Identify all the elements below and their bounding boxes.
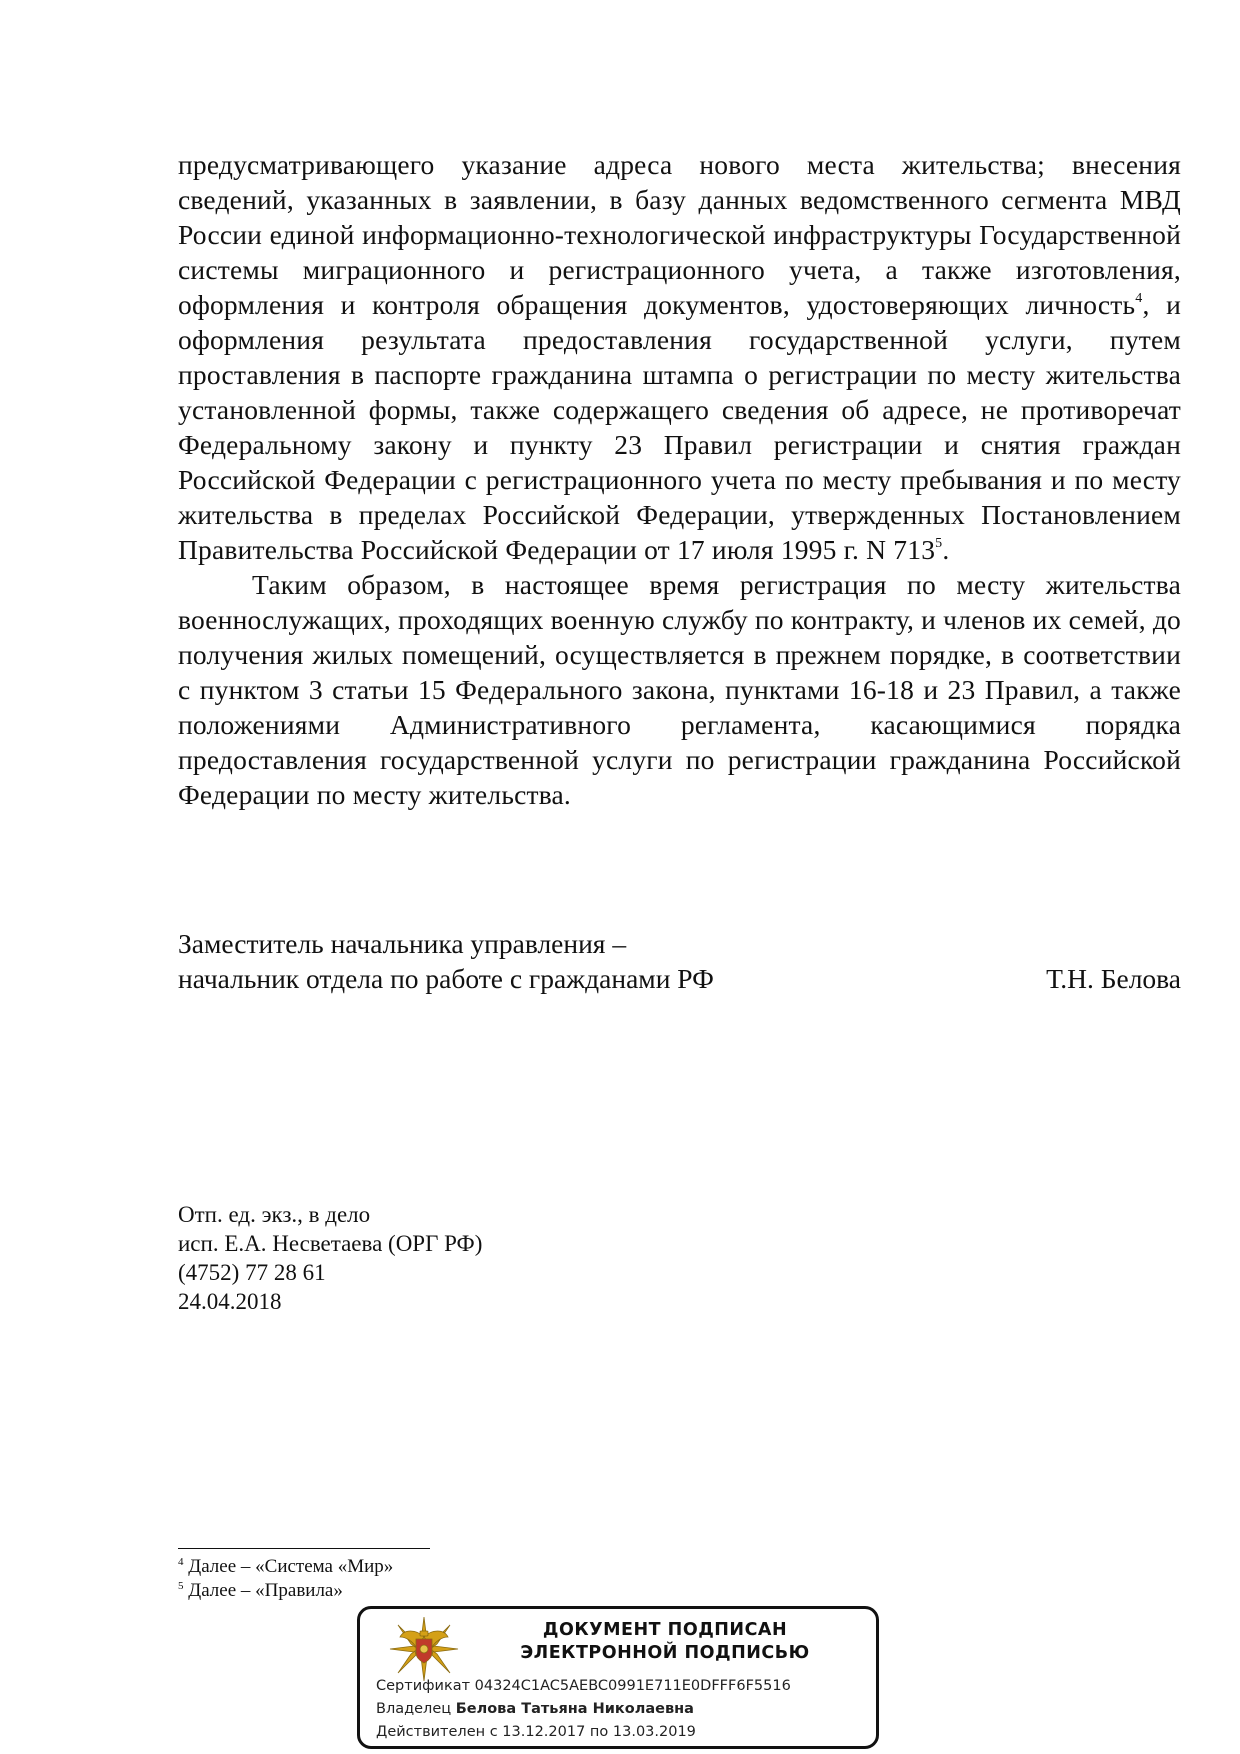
stamp-validity: Действителен с 13.12.2017 по 13.03.2019 <box>376 1724 696 1740</box>
footnote-5: $^5$ Далее – «Правила» <box>178 1580 343 1601</box>
footnotes <box>178 1555 393 1603</box>
footnote-ref-5: 5 <box>935 536 943 551</box>
footnote-divider <box>178 1548 430 1549</box>
paragraph-2: Таким образом, в настоящее время регистрация по месту жительства военнослужащих, проходящих военную службу по контракту, и членов их семей, до получения жилых помещений, осуществляется в прежнем порядке, в соответствии с пунктом 3 статьи 15 Федерального закона, пунктами 16-18 и 23 Правил, а также положениями Административного регламента, касающимися порядка предоставления государственной услуги по регистрации гражданина Российской Федерации по месту жительства. <box>178 569 1181 810</box>
signature-block <box>178 926 1181 996</box>
executor-phone: (4752) 77 28 61 <box>178 1260 326 1285</box>
document-date: 24.04.2018 <box>178 1289 282 1314</box>
stamp-certificate: Сертификат 04324C1AC5AEBC0991E711E0DFFF6F5516 <box>376 1678 791 1694</box>
footnote-ref-4: 4 <box>1135 291 1143 306</box>
executor-name: исп. Е.А. Несветаева (ОРГ РФ) <box>178 1231 483 1256</box>
signer-position-line1: Заместитель начальника управления – <box>178 928 627 959</box>
mvd-emblem-icon <box>388 1615 460 1683</box>
footnote-4: $^4$ Далее – «Система «Мир» <box>178 1556 394 1577</box>
electronic-signature-stamp <box>357 1606 879 1749</box>
paragraph-1: предусматривающего указание адреса нового места жительства; внесения сведений, указанных в заявлении, в базу данных ведомственного сегмента МВД России единой информационно-технологической инфраструктуры Государственной системы миграционного и регистрационного учета, а также изготовления, оформления и контроля обращения документов, удостоверяющих личность$^4$, и оформления результата предоставления государственной услуги, путем проставления в паспорте гражданина штампа о регистрации по месту жительства установленной формы, также содержащего сведения об адресе, не противоречат Федеральному закону и пункту 23 Правил регистрации и снятия граждан Российской Федерации с регистрационного учета по месту пребывания и по месту жительства в пределах Российской Федерации, утвержденных Постановлением Правительства Российской Федерации от 17 июля 1995 г. N $713^5$. <box>178 149 1181 565</box>
stamp-owner: Владелец Белова Татьяна Николаевна <box>376 1701 694 1717</box>
letter-body <box>178 147 1181 812</box>
stamp-title: ДОКУМЕНТ ПОДПИСАН ЭЛЕКТРОННОЙ ПОДПИСЬЮ <box>520 1620 810 1663</box>
executor-info <box>178 1200 482 1316</box>
signer-name: Т.Н. Белова <box>1046 963 1181 994</box>
signer-position-line2: начальник отдела по работе с гражданами РФ <box>178 963 714 994</box>
copy-note: Отп. ед. экз., в дело <box>178 1202 371 1227</box>
